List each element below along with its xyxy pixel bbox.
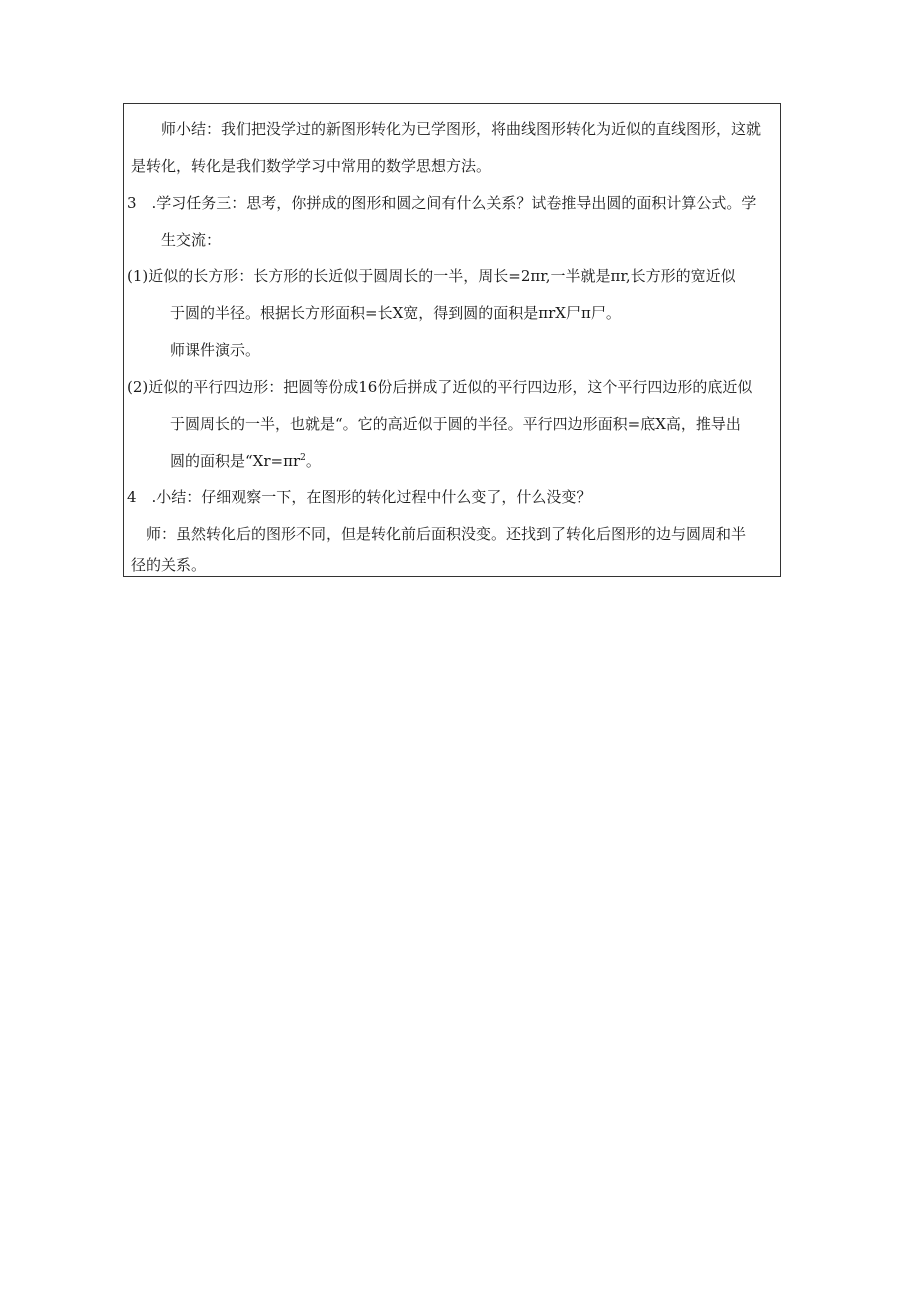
parallelogram-line-1: (2)近似的平行四边形：把圆等份成16份后拼成了近似的平行四边形，这个平行四边形的底近似 <box>127 378 753 396</box>
square-superscript: 2 <box>300 453 306 463</box>
rectangle-line-1: (1)近似的长方形：长方形的长近似于圆周长的一半，周长=2πr,一半就是πr,长方形的宽近似 <box>127 267 736 285</box>
courseware-demo-line: 师课件演示。 <box>170 341 261 359</box>
task-3-line-1: 3 .学习任务三：思考，你拼成的图形和圆之间有什么关系？试卷推导出圆的面积计算公式。学 <box>127 194 757 212</box>
teacher-summary-line-1: 师小结：我们把没学过的新图形转化为已学图形，将曲线图形转化为近似的直线图形，这就 <box>161 120 762 138</box>
content-table-cell <box>123 103 781 577</box>
area-formula-text: 圆的面积是“Xr=πr <box>170 452 301 470</box>
summary-4-line: 4 .小结：仔细观察一下，在图形的转化过程中什么变了，什么没变？ <box>127 488 592 506</box>
parallelogram-line-2: 于圆周长的一半，也就是“。它的高近似于圆的半径。平行四边形面积=底X高，推导出 <box>170 415 741 433</box>
teacher-conclusion-line-1: 师：虽然转化后的图形不同，但是转化前后面积没变。还找到了转化后图形的边与圆周和半 <box>146 525 747 543</box>
teacher-summary-line-2: 是转化，转化是我们数学学习中常用的数学思想方法。 <box>131 157 492 175</box>
area-formula-end: 。 <box>305 452 321 470</box>
teacher-conclusion-line-2: 径的关系。 <box>131 556 207 574</box>
parallelogram-line-3 <box>170 452 321 470</box>
task-3-line-2: 生交流： <box>161 231 222 249</box>
rectangle-line-2: 于圆的半径。根据长方形面积=长X宽，得到圆的面积是πrX尸π尸。 <box>170 304 621 322</box>
